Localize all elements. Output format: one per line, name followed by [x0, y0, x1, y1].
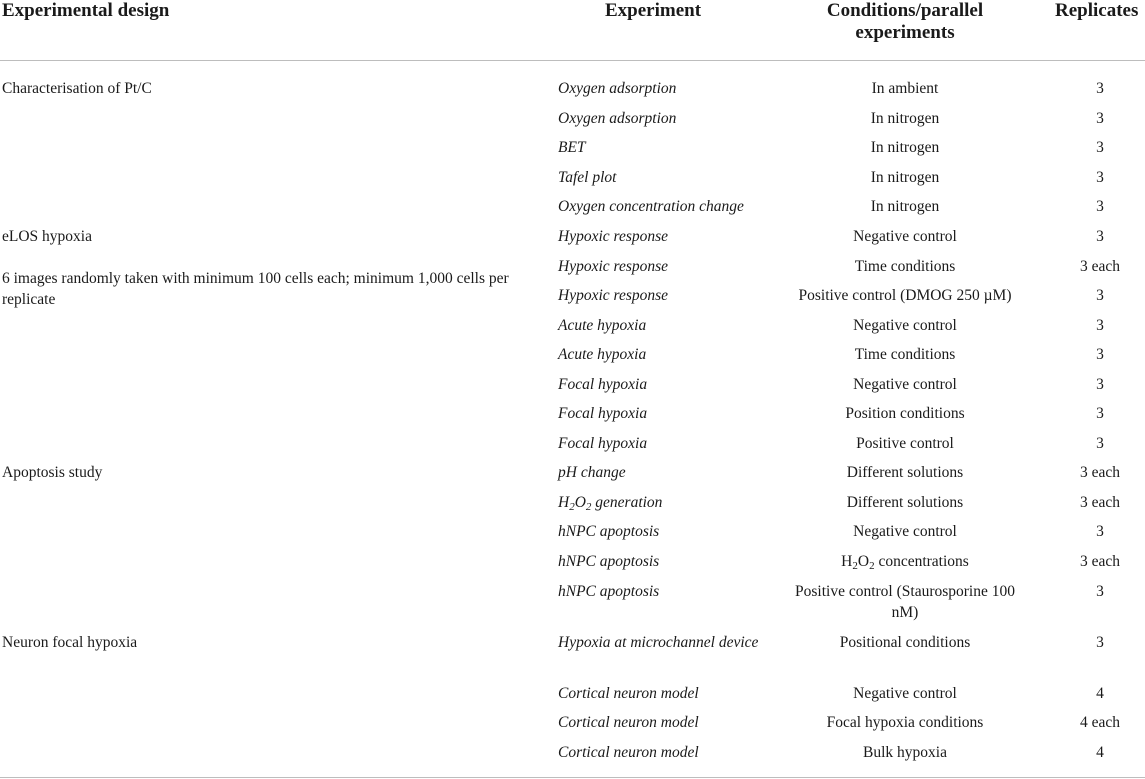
design-group-neuron: Neuron focal hypoxia — [2, 634, 138, 651]
experiment-cell: Cortical neuron model — [558, 714, 699, 731]
condition-cell: Negative control — [853, 317, 957, 334]
replicates-cell: 4 — [1096, 744, 1104, 761]
replicates-cell: 3 — [1096, 634, 1104, 651]
experiment-cell: Focal hypoxia — [558, 435, 648, 452]
header-replicates: Replicates — [1055, 0, 1139, 21]
replicates-cell: 3 each — [1079, 464, 1120, 481]
experiment-cell: Acute hypoxia — [558, 346, 647, 363]
condition-cell: Negative control — [853, 228, 957, 245]
condition-cell: Time conditions — [854, 258, 956, 275]
table-header — [0, 0, 1145, 61]
condition-cell: Positive control — [856, 435, 954, 452]
experiment-cell: Hypoxic response — [558, 287, 669, 304]
experiment-cell: hNPC apoptosis — [558, 583, 660, 600]
condition-cell: Negative control — [853, 376, 957, 393]
condition-cell: In ambient — [871, 80, 939, 97]
experiment-cell: Oxygen adsorption — [558, 110, 677, 127]
condition-cell: In nitrogen — [870, 198, 940, 215]
replicates-cell: 3 — [1096, 139, 1104, 156]
replicates-cell: 3 each — [1079, 494, 1120, 511]
replicates-cell: 3 — [1096, 583, 1104, 600]
experiment-cell: Cortical neuron model — [558, 685, 699, 702]
condition-cell: Positive control (Staurosporine 100 nM) — [795, 583, 1015, 621]
condition-cell: Different solutions — [846, 494, 964, 511]
experiment-cell: BET — [558, 139, 586, 156]
condition-cell: Position conditions — [845, 405, 965, 422]
header-experimental-design: Experimental design — [2, 0, 170, 21]
replicates-cell: 3 — [1096, 110, 1104, 127]
condition-cell: In nitrogen — [870, 110, 940, 127]
replicates-cell: 3 — [1096, 435, 1104, 452]
replicates-cell: 4 each — [1079, 714, 1120, 731]
experiment-cell: Oxygen concentration change — [558, 198, 744, 215]
condition-cell: Negative control — [853, 523, 957, 540]
replicates-cell: 3 — [1096, 405, 1104, 422]
experiment-cell: Hypoxic response — [558, 258, 669, 275]
condition-cell: Focal hypoxia conditions — [826, 714, 984, 731]
experiment-cell: Hypoxia at microchannel device — [558, 634, 759, 651]
replicates-cell: 3 — [1096, 228, 1104, 245]
replicates-cell: 3 — [1096, 317, 1104, 334]
experiment-cell: Cortical neuron model — [558, 744, 699, 761]
design-group-apoptosis: Apoptosis study — [2, 464, 103, 481]
experiment-cell: Focal hypoxia — [558, 405, 648, 422]
replicates-cell: 3 — [1096, 198, 1104, 215]
replicates-cell: 3 — [1096, 346, 1104, 363]
replicates-cell: 3 — [1096, 80, 1104, 97]
condition-cell: Bulk hypoxia — [863, 744, 947, 761]
replicates-cell: 3 — [1096, 287, 1104, 304]
condition-cell: Different solutions — [846, 464, 964, 481]
table-bottom-rule — [0, 777, 1145, 778]
condition-cell: In nitrogen — [870, 139, 940, 156]
experiment-cell: Hypoxic response — [558, 228, 669, 245]
experiment-cell: $H_2O_2$ generation — [558, 494, 663, 513]
design-group-elos-hypoxia: eLOS hypoxia — [2, 228, 92, 245]
header-conditions: Conditions/parallel experiments — [826, 0, 984, 43]
replicates-cell: 3 — [1096, 523, 1104, 540]
replicates-cell: 3 — [1096, 376, 1104, 393]
condition-cell: Positive control (DMOG 250 µM) — [798, 287, 1012, 304]
condition-cell: Time conditions — [854, 346, 956, 363]
experiment-cell: hNPC apoptosis — [558, 553, 660, 570]
experiment-cell: Oxygen adsorption — [558, 80, 677, 97]
experiment-cell: hNPC apoptosis — [558, 523, 660, 540]
experiment-cell: Focal hypoxia — [558, 376, 648, 393]
design-group-characterisation: Characterisation of Pt/C — [2, 80, 152, 97]
replicates-cell: 4 — [1096, 685, 1104, 702]
replicates-cell: 3 each — [1079, 553, 1120, 570]
design-group-note: 6 images randomly taken with minimum 100 cells each; minimum 1,000 cells per replicate — [2, 270, 509, 308]
condition-cell: Negative control — [853, 685, 957, 702]
replicates-cell: 3 — [1096, 169, 1104, 186]
condition-cell: $H_2O_2$ concentrations — [841, 553, 969, 572]
condition-cell: In nitrogen — [870, 169, 940, 186]
experiment-cell: Tafel plot — [558, 169, 617, 186]
replicates-cell: 3 each — [1079, 258, 1120, 275]
experiment-cell: pH change — [558, 464, 626, 481]
header-experiment: Experiment — [605, 0, 702, 21]
experiment-cell: Acute hypoxia — [558, 317, 647, 334]
condition-cell: Positional conditions — [839, 634, 971, 651]
